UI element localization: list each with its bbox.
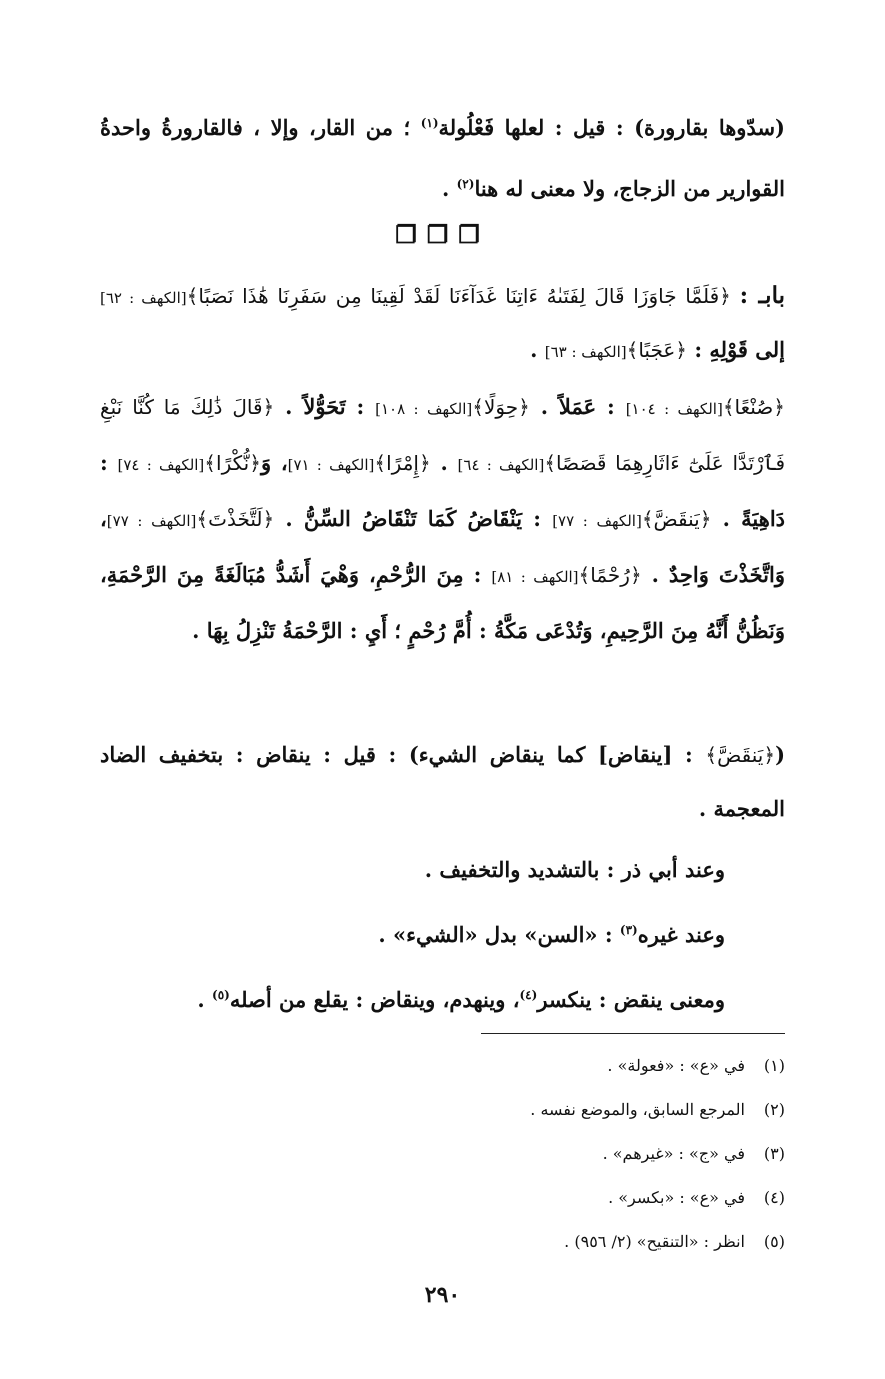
footnote-number: (٣) [763, 1144, 785, 1163]
quran-word: ﴿نُّكْرًا﴾ [204, 451, 261, 475]
quran-verse: ﴿عَجَبًا﴾ [626, 338, 688, 362]
verse-reference: [الكهف : ٧٧] [552, 512, 642, 530]
text-segment: ؛ من القار، وإلا ، فالقارورةُ واحدةُ القوارير من الزجاج، ولا معنى له هنا [100, 115, 785, 201]
glossary-paragraph [100, 380, 785, 658]
footnote-marker[interactable]: (٣) [619, 923, 638, 937]
footnote-item [100, 1088, 785, 1132]
page-number: ٢٩٠ [424, 1282, 461, 1308]
footnote-number: (٤) [763, 1188, 785, 1207]
text-segment: . [197, 987, 212, 1012]
quran-word: ﴿إِمْرًا﴾ [374, 451, 431, 475]
chapter-label: بابـ : [739, 282, 785, 309]
quran-word: ﴿حِوَلًا﴾ [472, 395, 530, 419]
quran-word: ﴿صُنْعًا﴾ [722, 395, 786, 419]
footnote-marker[interactable]: (٥) [212, 988, 230, 1002]
text-segment: ، وينهدم، وينقاض : يقلع من أصله [229, 987, 520, 1012]
text-segment: ، وَاتَّخَذْتَ وَاحِدٌ . [100, 506, 786, 587]
text-segment: . [441, 176, 457, 201]
footnote-text: انظر : «التنقيح» (٢/ ٩٥٦) . [564, 1232, 745, 1251]
indented-lines [100, 840, 725, 1030]
footnote-text: في «ج» : «غيرهم» . [602, 1144, 745, 1163]
quran-word: ﴿يَنقَضَّ﴾ [705, 743, 776, 767]
verse-reference: [الكهف : ١٠٨] [375, 400, 473, 418]
chapter-heading [100, 270, 785, 378]
footnote-number: (١) [763, 1056, 785, 1075]
text-segment: : تَحَوُّلاً . [274, 394, 376, 419]
verse-reference: [الكهف : ٧٤] [117, 456, 205, 474]
quran-verse: ﴿فَلَمَّا جَاوَزَا قَالَ لِفَتَىٰهُ ءَاتِنَا غَدَآءَنَا لَقَدْ لَقِينَا مِن سَفَرِنَا هَٰذَا نَصَبًا﴾ [186, 284, 740, 308]
line-other-narration [100, 900, 725, 965]
footnote-item [100, 1220, 785, 1264]
section-separator: ❐❐❐ [395, 220, 490, 249]
text-segment: ، وَ [260, 450, 288, 475]
footnote-item [100, 1132, 785, 1176]
text-segment: ومعنى ينقض : ينكسر [537, 987, 725, 1012]
text-segment: إلى قَوْلِهِ : [687, 337, 785, 362]
text-segment: . [430, 450, 458, 475]
quran-word: ﴿يَنقَضَّ﴾ [641, 507, 712, 531]
footnote-text: المرجع السابق، والموضع نفسه . [530, 1100, 745, 1119]
text-segment: : يَنْقَاضُ كَمَا تَنْقَاضُ السِّنُّ . [274, 506, 553, 531]
footnote-text: في «ع» : «بكسر» . [608, 1188, 745, 1207]
footnote-divider [481, 1033, 785, 1034]
paragraph-qarura [100, 95, 785, 217]
verse-reference: [الكهف : ٦٣] [544, 343, 627, 361]
verse-reference: [الكهف : ١٠٤] [625, 400, 723, 418]
verse-reference: [الكهف : ٧٧] [106, 512, 197, 530]
footnote-item [100, 1044, 785, 1088]
footnote-text: في «ع» : «فعولة» . [607, 1056, 745, 1075]
text-segment: : عَمَلاً . [529, 394, 626, 419]
line-abu-dharr: وعند أبي ذر : بالتشديد والتخفيف . [424, 857, 725, 882]
quran-word: ﴿لَتَّخَذْتَ﴾ [196, 507, 275, 531]
footnote-number: (٢) [763, 1100, 785, 1119]
text-segment: . [530, 337, 545, 362]
footnote-marker[interactable]: (١) [420, 116, 439, 130]
verse-reference: [الكهف : ٧١] [287, 456, 375, 474]
text-segment: ( [775, 742, 785, 767]
verse-reference: [الكهف : ٨١] [491, 568, 579, 586]
text-segment: : دَاهِيَةً . [100, 450, 786, 531]
verse-reference: [الكهف : ٦٤] [457, 456, 545, 474]
verse-reference: [الكهف : ٦٢] [100, 289, 187, 307]
footnote-number: (٥) [763, 1232, 785, 1251]
footnote-marker[interactable]: (٤) [519, 988, 538, 1002]
footnote-item [100, 1176, 785, 1220]
text-segment: (سدّوها بقارورة) : قيل : لعلها فَعْلُولة [438, 115, 785, 140]
explanation-paragraph [100, 728, 785, 836]
footnote-marker[interactable]: (٢) [456, 177, 475, 191]
quran-verse: ﴿قَالَ ذَٰلِكَ مَا كُنَّا نَبْغِ فَٱرْتَدَّا عَلَىٰٓ ءَاثَارِهِمَا قَصَصًا﴾ [100, 395, 786, 475]
text-segment: وعند غيره [637, 922, 725, 947]
text-segment: : [ينقاض] كما ينقاض الشيء) : قيل : ينقاض : بتخفيف الضاد المعجمة . [100, 742, 785, 821]
quran-word: ﴿رُحْمًا﴾ [578, 563, 642, 587]
text-segment: : «السن» بدل «الشيء» . [378, 922, 620, 947]
line-meaning [100, 965, 725, 1030]
footnotes [100, 1044, 785, 1264]
text-segment: : مِنَ الرُّحْمِ، وَهْيَ أَشَدُّ مُبَالَغَةً مِنَ الرَّحْمَةِ، وَنَظُنُّ أَنَّهُ مِنَ الرَّحِيمِ، وَتُدْعَى مَكَّةُ : أُمَّ رُحْمٍ ؛ أَيِ : الرَّحْمَةُ تَنْزِلُ بِهَا . [100, 562, 785, 643]
